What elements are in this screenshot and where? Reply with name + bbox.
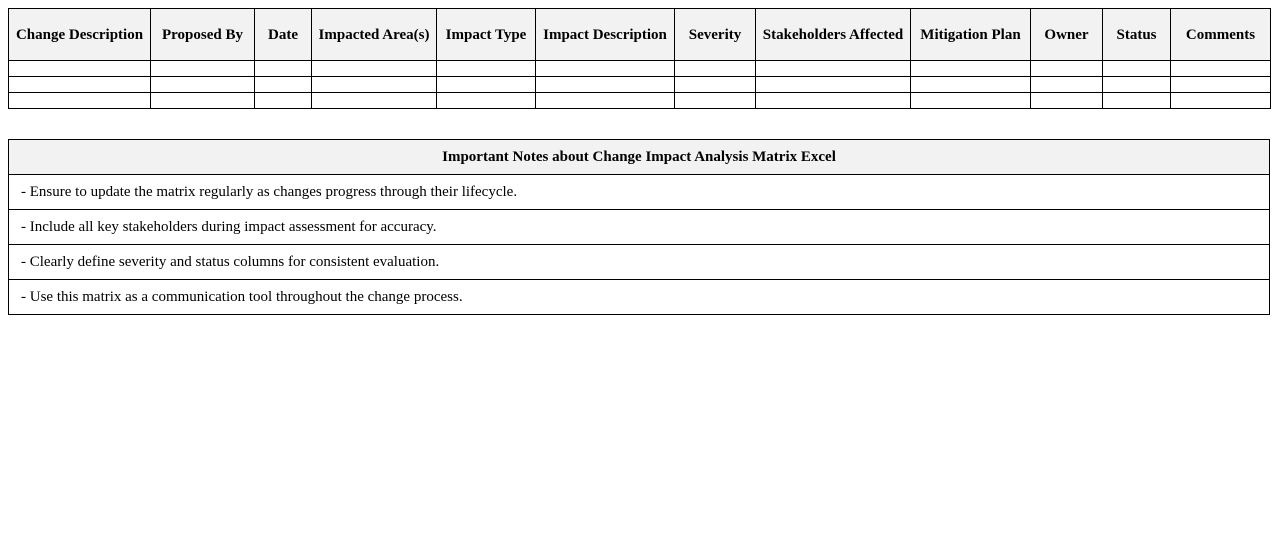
- table-cell[interactable]: [911, 61, 1031, 77]
- header-owner: Owner: [1031, 9, 1103, 61]
- header-stakeholders-affected: Stakeholders Affected: [756, 9, 911, 61]
- list-item: [9, 175, 1270, 210]
- header-impact-type: Impact Type: [437, 9, 536, 61]
- header-change-description: Change Description: [9, 9, 151, 61]
- important-notes-table: [8, 139, 1270, 315]
- table-cell[interactable]: [536, 61, 675, 77]
- header-impact-description: Impact Description: [536, 9, 675, 61]
- table-cell[interactable]: [756, 77, 911, 93]
- table-cell[interactable]: [437, 77, 536, 93]
- page-content: [8, 8, 1270, 315]
- note-text: - Use this matrix as a communication tool throughout the change process.: [9, 280, 1270, 315]
- table-cell[interactable]: [1171, 61, 1271, 77]
- list-item: [9, 280, 1270, 315]
- table-cell[interactable]: [1031, 77, 1103, 93]
- table-cell[interactable]: [1031, 93, 1103, 109]
- header-date: Date: [255, 9, 312, 61]
- table-cell[interactable]: [1171, 93, 1271, 109]
- table-cell[interactable]: [151, 77, 255, 93]
- table-cell[interactable]: [151, 93, 255, 109]
- note-text: - Include all key stakeholders during impact assessment for accuracy.: [9, 210, 1270, 245]
- header-status: Status: [1103, 9, 1171, 61]
- matrix-header-row: [9, 9, 1271, 61]
- table-cell[interactable]: [756, 61, 911, 77]
- table-cell[interactable]: [1171, 77, 1271, 93]
- header-mitigation-plan: Mitigation Plan: [911, 9, 1031, 61]
- table-cell[interactable]: [756, 93, 911, 109]
- note-text: - Clearly define severity and status columns for consistent evaluation.: [9, 245, 1270, 280]
- table-cell[interactable]: [1031, 61, 1103, 77]
- table-row: [9, 93, 1271, 109]
- table-cell[interactable]: [911, 93, 1031, 109]
- table-cell[interactable]: [255, 77, 312, 93]
- list-item: [9, 245, 1270, 280]
- list-item: [9, 210, 1270, 245]
- table-cell[interactable]: [1103, 93, 1171, 109]
- table-cell[interactable]: [437, 61, 536, 77]
- table-cell[interactable]: [536, 93, 675, 109]
- notes-header-row: [9, 140, 1270, 175]
- table-cell[interactable]: [675, 61, 756, 77]
- table-cell[interactable]: [9, 61, 151, 77]
- header-severity: Severity: [675, 9, 756, 61]
- table-cell[interactable]: [536, 77, 675, 93]
- notes-title: Important Notes about Change Impact Analysis Matrix Excel: [9, 140, 1270, 175]
- table-cell[interactable]: [312, 77, 437, 93]
- header-comments: Comments: [1171, 9, 1271, 61]
- table-cell[interactable]: [312, 61, 437, 77]
- table-cell[interactable]: [675, 77, 756, 93]
- table-cell[interactable]: [151, 61, 255, 77]
- table-cell[interactable]: [437, 93, 536, 109]
- header-proposed-by: Proposed By: [151, 9, 255, 61]
- table-cell[interactable]: [255, 61, 312, 77]
- table-cell[interactable]: [675, 93, 756, 109]
- header-impacted-areas: Impacted Area(s): [312, 9, 437, 61]
- table-cell[interactable]: [9, 93, 151, 109]
- change-impact-matrix-table: [8, 8, 1271, 109]
- table-cell[interactable]: [312, 93, 437, 109]
- note-text: - Ensure to update the matrix regularly as changes progress through their lifecycle.: [9, 175, 1270, 210]
- table-row: [9, 77, 1271, 93]
- table-cell[interactable]: [1103, 61, 1171, 77]
- table-cell[interactable]: [9, 77, 151, 93]
- table-cell[interactable]: [911, 77, 1031, 93]
- table-row: [9, 61, 1271, 77]
- table-cell[interactable]: [1103, 77, 1171, 93]
- table-cell[interactable]: [255, 93, 312, 109]
